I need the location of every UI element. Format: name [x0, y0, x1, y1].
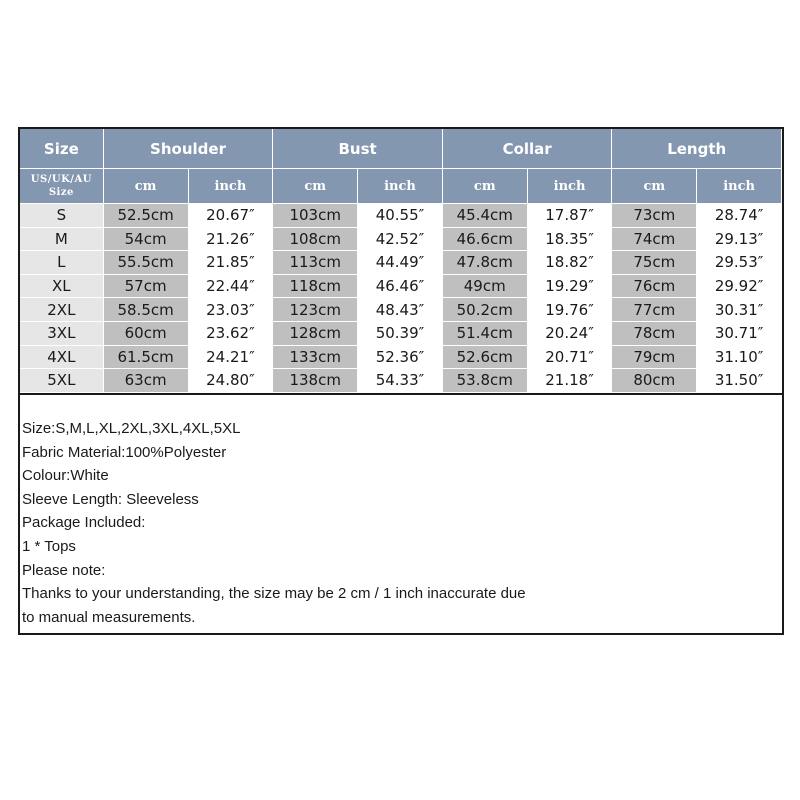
table-row: [20, 204, 782, 228]
table-body: [20, 204, 782, 393]
inch-value-cell: 18.35″: [527, 227, 612, 251]
table-row: [20, 369, 782, 393]
size-header: Size: [20, 129, 103, 169]
note-line: Package Included:: [22, 514, 146, 532]
note-line: Thanks to your understanding, the size may be 2 cm / 1 inch inaccurate due: [22, 585, 526, 603]
inch-value-cell: 21.85″: [188, 251, 273, 275]
inch-value-cell: 17.87″: [527, 204, 612, 228]
unit-cm-header: cm: [103, 169, 188, 204]
shoulder-header: Shoulder: [103, 129, 273, 169]
cm-value-cell: 118cm: [273, 274, 358, 298]
unit-inch-header: inch: [188, 169, 273, 204]
region-label: US/UK/AU: [30, 174, 92, 185]
inch-value-cell: 46.46″: [358, 274, 443, 298]
cm-value-cell: 47.8cm: [442, 251, 527, 275]
note-line: Sleeve Length: Sleeveless: [22, 490, 199, 508]
inch-value-cell: 19.29″: [527, 274, 612, 298]
size-table: [20, 129, 782, 393]
cm-value-cell: 113cm: [273, 251, 358, 275]
cm-value-cell: 108cm: [273, 227, 358, 251]
inch-value-cell: 24.80″: [188, 369, 273, 393]
inch-value-cell: 18.82″: [527, 251, 612, 275]
inch-value-cell: 54.33″: [358, 369, 443, 393]
cm-value-cell: 46.6cm: [442, 227, 527, 251]
inch-value-cell: 31.50″: [697, 369, 782, 393]
inch-value-cell: 44.49″: [358, 251, 443, 275]
length-header: Length: [612, 129, 782, 169]
table-row: [20, 345, 782, 369]
table-row: [20, 298, 782, 322]
size-chart: [18, 127, 784, 635]
note-line: Please note:: [22, 561, 106, 579]
note-line: Colour:White: [22, 467, 109, 485]
cm-value-cell: 138cm: [273, 369, 358, 393]
inch-value-cell: 48.43″: [358, 298, 443, 322]
cm-value-cell: 52.5cm: [103, 204, 188, 228]
inch-value-cell: 20.71″: [527, 345, 612, 369]
inch-value-cell: 23.03″: [188, 298, 273, 322]
cm-value-cell: 53.8cm: [442, 369, 527, 393]
unit-cm-header: cm: [273, 169, 358, 204]
cm-value-cell: 73cm: [612, 204, 697, 228]
size-cell: 2XL: [20, 298, 103, 322]
table-row: [20, 321, 782, 345]
cm-value-cell: 80cm: [612, 369, 697, 393]
inch-value-cell: 30.71″: [697, 321, 782, 345]
inch-value-cell: 50.39″: [358, 321, 443, 345]
note-line: to manual measurements.: [22, 608, 196, 626]
inch-value-cell: 20.67″: [188, 204, 273, 228]
unit-inch-header: inch: [527, 169, 612, 204]
size-cell: L: [20, 251, 103, 275]
cm-value-cell: 61.5cm: [103, 345, 188, 369]
inch-value-cell: 21.18″: [527, 369, 612, 393]
cm-value-cell: 78cm: [612, 321, 697, 345]
size-cell: 5XL: [20, 369, 103, 393]
table-row: [20, 274, 782, 298]
size-cell: 4XL: [20, 345, 103, 369]
cm-value-cell: 45.4cm: [442, 204, 527, 228]
inch-value-cell: 52.36″: [358, 345, 443, 369]
cm-value-cell: 103cm: [273, 204, 358, 228]
product-notes: [20, 393, 782, 633]
cm-value-cell: 79cm: [612, 345, 697, 369]
cm-value-cell: 74cm: [612, 227, 697, 251]
cm-value-cell: 55.5cm: [103, 251, 188, 275]
cm-value-cell: 51.4cm: [442, 321, 527, 345]
unit-cm-header: cm: [612, 169, 697, 204]
cm-value-cell: 54cm: [103, 227, 188, 251]
inch-value-cell: 23.62″: [188, 321, 273, 345]
inch-value-cell: 19.76″: [527, 298, 612, 322]
cm-value-cell: 57cm: [103, 274, 188, 298]
bust-header: Bust: [273, 129, 443, 169]
inch-value-cell: 29.92″: [697, 274, 782, 298]
region-size-header: [20, 169, 103, 204]
cm-value-cell: 76cm: [612, 274, 697, 298]
unit-inch-header: inch: [358, 169, 443, 204]
inch-value-cell: 20.24″: [527, 321, 612, 345]
cm-value-cell: 52.6cm: [442, 345, 527, 369]
inch-value-cell: 28.74″: [697, 204, 782, 228]
note-line: Size:S,M,L,XL,2XL,3XL,4XL,5XL: [22, 420, 241, 437]
region-size-label: Size: [48, 187, 74, 198]
size-cell: S: [20, 204, 103, 228]
inch-value-cell: 22.44″: [188, 274, 273, 298]
inch-value-cell: 29.53″: [697, 251, 782, 275]
table-row: [20, 251, 782, 275]
size-cell: 3XL: [20, 321, 103, 345]
cm-value-cell: 49cm: [442, 274, 527, 298]
inch-value-cell: 40.55″: [358, 204, 443, 228]
inch-value-cell: 30.31″: [697, 298, 782, 322]
inch-value-cell: 31.10″: [697, 345, 782, 369]
unit-cm-header: cm: [442, 169, 527, 204]
cm-value-cell: 58.5cm: [103, 298, 188, 322]
cm-value-cell: 50.2cm: [442, 298, 527, 322]
cm-value-cell: 123cm: [273, 298, 358, 322]
cm-value-cell: 133cm: [273, 345, 358, 369]
unit-inch-header: inch: [697, 169, 782, 204]
note-line: 1 * Tops: [22, 537, 76, 555]
cm-value-cell: 75cm: [612, 251, 697, 275]
cm-value-cell: 63cm: [103, 369, 188, 393]
unit-row: [20, 169, 782, 204]
cm-value-cell: 77cm: [612, 298, 697, 322]
size-cell: M: [20, 227, 103, 251]
inch-value-cell: 29.13″: [697, 227, 782, 251]
inch-value-cell: 24.21″: [188, 345, 273, 369]
size-cell: XL: [20, 274, 103, 298]
collar-header: Collar: [442, 129, 612, 169]
cm-value-cell: 60cm: [103, 321, 188, 345]
inch-value-cell: 42.52″: [358, 227, 443, 251]
note-line: Fabric Material:100%Polyester: [22, 443, 227, 461]
table-row: [20, 227, 782, 251]
header-row: [20, 129, 782, 169]
inch-value-cell: 21.26″: [188, 227, 273, 251]
cm-value-cell: 128cm: [273, 321, 358, 345]
